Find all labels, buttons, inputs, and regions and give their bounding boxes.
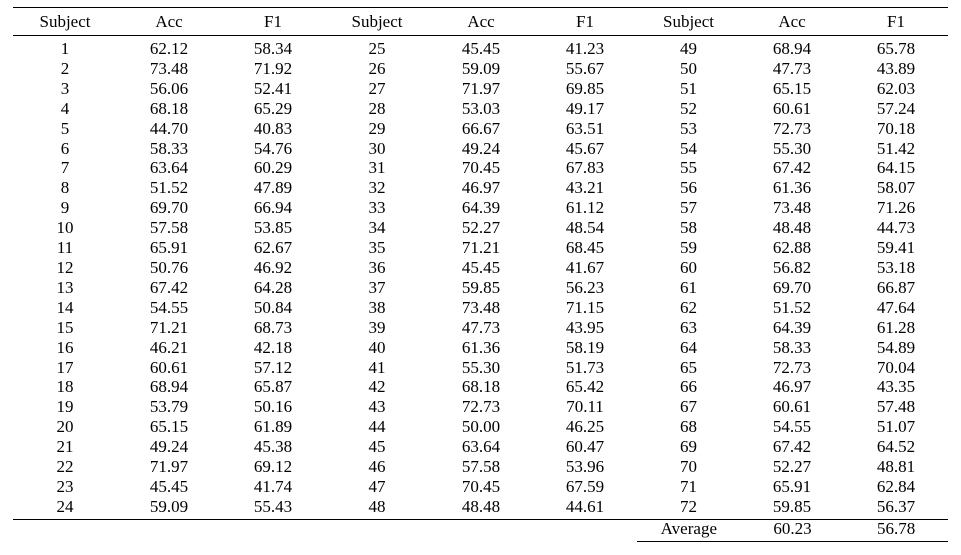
results-table <box>13 7 948 520</box>
table-cell: 61 <box>680 277 697 297</box>
table-cell: 31 <box>368 158 386 178</box>
table-row <box>13 119 948 139</box>
table-cell: 41.74 <box>253 476 293 496</box>
table-cell: 73.48 <box>149 58 189 78</box>
table-cell: 38 <box>368 297 386 317</box>
table-cell: 57.58 <box>461 457 501 477</box>
table-cell: 51.52 <box>772 297 812 317</box>
table-cell: 51 <box>680 78 697 98</box>
column-header: Subject <box>663 12 714 31</box>
table-cell: 66.67 <box>461 118 501 138</box>
table-cell: 1 <box>60 39 70 58</box>
table-cell: 58.34 <box>253 39 293 58</box>
table-row <box>13 497 948 519</box>
table-cell: 72 <box>680 496 697 516</box>
table-cell: 71.97 <box>149 457 189 477</box>
table-cell: 55.67 <box>565 58 605 78</box>
table-cell: 37 <box>368 277 386 297</box>
table-cell: 55.30 <box>772 138 812 158</box>
table-cell: 4 <box>60 98 70 118</box>
table-cell: 47.73 <box>772 58 812 78</box>
table-cell: 48.48 <box>772 218 812 238</box>
table-cell: 2 <box>60 58 70 78</box>
table-cell: 57.58 <box>149 218 189 238</box>
table-cell: 49.17 <box>565 98 605 118</box>
table-cell: 54.55 <box>149 297 189 317</box>
table-cell: 12 <box>56 257 74 277</box>
table-row <box>13 457 948 477</box>
table-row <box>13 36 948 59</box>
column-header: Subject <box>39 12 91 31</box>
table-cell: 15 <box>56 317 74 337</box>
table-cell: 53.03 <box>461 98 501 118</box>
table-cell: 53.85 <box>253 218 293 238</box>
table-cell: 41 <box>368 357 386 377</box>
table-cell: 42 <box>368 377 386 397</box>
column-header: F1 <box>887 12 905 31</box>
table-cell: 27 <box>368 78 386 98</box>
table-cell: 61.89 <box>253 417 293 437</box>
table-row <box>13 358 948 378</box>
table-cell: 60.61 <box>772 98 812 118</box>
table-cell: 66.94 <box>253 198 293 218</box>
table-cell: 19 <box>56 397 74 417</box>
table-cell: 53.18 <box>876 257 916 277</box>
table-cell: 48.48 <box>461 496 501 516</box>
table-cell: 3 <box>60 78 70 98</box>
table-cell: 65.29 <box>253 98 293 118</box>
average-row <box>637 517 948 542</box>
table-cell: 29 <box>368 118 386 138</box>
table-row <box>13 258 948 278</box>
table-row <box>13 298 948 318</box>
table-cell: 55.30 <box>461 357 501 377</box>
table-cell: 25 <box>368 39 386 58</box>
table-cell: 44.70 <box>149 118 189 138</box>
table-cell: 51.73 <box>565 357 605 377</box>
table-cell: 41.67 <box>565 257 605 277</box>
table-row <box>13 79 948 99</box>
table-cell: 71.26 <box>876 198 916 218</box>
table-cell: 30 <box>368 138 386 158</box>
table-cell: 46.25 <box>565 417 605 437</box>
table-cell: 49.24 <box>149 437 189 457</box>
table-cell: 45.67 <box>565 138 605 158</box>
table-cell: 45.45 <box>149 476 189 496</box>
table-cell: 67 <box>680 397 697 417</box>
table-cell: 71.21 <box>461 238 501 258</box>
table-cell: 50 <box>680 58 697 78</box>
table-cell: 59.41 <box>876 238 916 258</box>
table-cell: 36 <box>368 257 386 277</box>
table-cell: 62.88 <box>772 238 812 258</box>
table-cell: 71.21 <box>149 317 189 337</box>
column-header: Acc <box>778 12 806 31</box>
table-cell: 54.76 <box>253 138 293 158</box>
table-cell: 43.21 <box>565 178 605 198</box>
table-cell: 69.70 <box>149 198 189 218</box>
average-acc: 60.23 <box>773 519 812 538</box>
table-cell: 56.06 <box>149 78 189 98</box>
table-row <box>13 59 948 79</box>
average-f1: 56.78 <box>877 519 916 538</box>
table-cell: 70.45 <box>461 476 501 496</box>
table-cell: 47.64 <box>876 297 916 317</box>
table-cell: 44.73 <box>876 218 916 238</box>
table-cell: 56.23 <box>565 277 605 297</box>
table-cell: 53.96 <box>565 457 605 477</box>
table-cell: 72.73 <box>772 118 812 138</box>
table-cell: 41.23 <box>565 39 605 58</box>
table-cell: 48 <box>368 496 386 516</box>
table-cell: 61.36 <box>772 178 812 198</box>
table-cell: 17 <box>56 357 74 377</box>
table-cell: 69.12 <box>253 457 293 477</box>
table-cell: 5 <box>60 118 70 138</box>
table-cell: 71.15 <box>565 297 605 317</box>
table-cell: 48.81 <box>876 457 916 477</box>
table-cell: 59 <box>680 238 697 258</box>
table-cell: 33 <box>368 198 386 218</box>
table-cell: 72.73 <box>461 397 501 417</box>
table-cell: 60 <box>680 257 697 277</box>
average-table <box>637 517 948 542</box>
table-cell: 43.35 <box>876 377 916 397</box>
column-header: Acc <box>467 12 495 31</box>
table-cell: 43.95 <box>565 317 605 337</box>
table-cell: 49 <box>680 39 697 58</box>
table-cell: 67.42 <box>772 437 812 457</box>
table-cell: 51.52 <box>149 178 189 198</box>
table-cell: 63.64 <box>461 437 501 457</box>
table-row <box>13 417 948 437</box>
table-cell: 56.82 <box>772 257 812 277</box>
table-cell: 14 <box>56 297 74 317</box>
table-cell: 54 <box>680 138 697 158</box>
table-row <box>13 178 948 198</box>
table-cell: 60.61 <box>149 357 189 377</box>
table-cell: 65.87 <box>253 377 293 397</box>
table-cell: 55.43 <box>253 496 293 516</box>
table-cell: 64.15 <box>876 158 916 178</box>
table-cell: 68.94 <box>772 39 812 58</box>
table-cell: 67.59 <box>565 476 605 496</box>
table-row <box>13 158 948 178</box>
table-cell: 46.21 <box>149 337 189 357</box>
table-cell: 62.84 <box>876 476 916 496</box>
table-cell: 56.37 <box>876 496 916 516</box>
table-cell: 65.42 <box>565 377 605 397</box>
table-cell: 32 <box>368 178 386 198</box>
table-cell: 6 <box>60 138 70 158</box>
table-cell: 69.85 <box>565 78 605 98</box>
table-cell: 59.09 <box>149 496 189 516</box>
table-cell: 70.11 <box>566 397 604 417</box>
table-cell: 51.07 <box>876 417 916 437</box>
table-cell: 57.12 <box>253 357 293 377</box>
table-row <box>13 238 948 258</box>
table-cell: 21 <box>56 437 74 457</box>
table-row <box>13 477 948 497</box>
table-cell: 50.84 <box>253 297 293 317</box>
table-cell: 72.73 <box>772 357 812 377</box>
table-cell: 56 <box>680 178 697 198</box>
table-cell: 9 <box>60 198 70 218</box>
table-cell: 35 <box>368 238 386 258</box>
table-row <box>13 338 948 358</box>
table-cell: 70.04 <box>876 357 916 377</box>
table-cell: 52.27 <box>772 457 812 477</box>
table-cell: 66.87 <box>876 277 916 297</box>
table-cell: 58.07 <box>876 178 916 198</box>
table-cell: 64.39 <box>772 317 812 337</box>
table-cell: 34 <box>368 218 386 238</box>
table-cell: 39 <box>368 317 386 337</box>
table-cell: 23 <box>56 476 74 496</box>
table-cell: 60.29 <box>253 158 293 178</box>
table-cell: 71 <box>680 476 697 496</box>
table-cell: 53.79 <box>149 397 189 417</box>
table-cell: 18 <box>56 377 74 397</box>
table-cell: 70 <box>680 457 697 477</box>
table-cell: 45.38 <box>253 437 293 457</box>
table-cell: 70.18 <box>876 118 916 138</box>
table-cell: 64.39 <box>461 198 501 218</box>
table-cell: 68.73 <box>253 317 293 337</box>
table-cell: 65.15 <box>149 417 189 437</box>
table-row <box>13 318 948 338</box>
table-cell: 65.91 <box>149 238 189 258</box>
table-cell: 50.16 <box>253 397 293 417</box>
table-cell: 57.24 <box>876 98 916 118</box>
table-cell: 67.83 <box>565 158 605 178</box>
table-cell: 46 <box>368 457 386 477</box>
table-cell: 69 <box>680 437 697 457</box>
table-cell: 7 <box>60 158 70 178</box>
table-cell: 60.61 <box>772 397 812 417</box>
table-cell: 67.42 <box>149 277 189 297</box>
table-cell: 43.89 <box>876 58 916 78</box>
table-cell: 68.18 <box>149 98 189 118</box>
column-header: Acc <box>155 12 183 31</box>
table-cell: 65 <box>680 357 697 377</box>
table-cell: 47.73 <box>461 317 501 337</box>
table-row <box>13 139 948 159</box>
average-label: Average <box>660 519 717 538</box>
table-cell: 45.45 <box>461 257 501 277</box>
table-cell: 46.97 <box>772 377 812 397</box>
table-cell: 42.18 <box>253 337 293 357</box>
table-cell: 59.85 <box>461 277 501 297</box>
table-cell: 68 <box>680 417 697 437</box>
table-row <box>13 218 948 238</box>
table-cell: 55 <box>680 158 697 178</box>
table-row <box>13 377 948 397</box>
table-cell: 65.78 <box>876 39 916 58</box>
table-cell: 50.76 <box>149 257 189 277</box>
table-cell: 73.48 <box>772 198 812 218</box>
results-table-container <box>13 7 948 520</box>
table-cell: 40.83 <box>253 118 293 138</box>
header-row <box>13 8 948 36</box>
table-cell: 49.24 <box>461 138 501 158</box>
table-cell: 45 <box>368 437 386 457</box>
table-cell: 60.47 <box>565 437 605 457</box>
table-cell: 68.45 <box>565 238 605 258</box>
table-cell: 64 <box>680 337 697 357</box>
table-cell: 43 <box>368 397 386 417</box>
table-cell: 71.97 <box>461 78 501 98</box>
table-cell: 61.12 <box>565 198 605 218</box>
table-cell: 40 <box>368 337 386 357</box>
table-cell: 68.18 <box>461 377 501 397</box>
table-cell: 68.94 <box>149 377 189 397</box>
table-cell: 52.27 <box>461 218 501 238</box>
table-header <box>13 8 948 36</box>
table-cell: 8 <box>60 178 70 198</box>
table-cell: 58 <box>680 218 697 238</box>
column-header: F1 <box>576 12 594 31</box>
table-cell: 62.03 <box>876 78 916 98</box>
table-cell: 16 <box>56 337 74 357</box>
table-cell: 63.64 <box>149 158 189 178</box>
table-cell: 51.42 <box>876 138 916 158</box>
table-cell: 71.92 <box>253 58 293 78</box>
table-cell: 59.85 <box>772 496 812 516</box>
table-body <box>13 36 948 520</box>
table-cell: 64.28 <box>253 277 293 297</box>
table-row <box>13 397 948 417</box>
table-cell: 24 <box>56 496 74 516</box>
table-cell: 13 <box>56 277 74 297</box>
table-cell: 52.41 <box>253 78 293 98</box>
table-cell: 44 <box>368 417 386 437</box>
table-row <box>13 99 948 119</box>
table-cell: 67.42 <box>772 158 812 178</box>
table-cell: 44.61 <box>565 496 605 516</box>
table-cell: 69.70 <box>772 277 812 297</box>
table-cell: 54.89 <box>876 337 916 357</box>
table-cell: 66 <box>680 377 697 397</box>
table-cell: 47.89 <box>253 178 293 198</box>
table-cell: 63 <box>680 317 697 337</box>
table-cell: 62 <box>680 297 697 317</box>
table-cell: 62.12 <box>149 39 189 58</box>
column-header: Subject <box>351 12 403 31</box>
table-cell: 59.09 <box>461 58 501 78</box>
table-row <box>13 437 948 457</box>
table-cell: 45.45 <box>461 39 501 58</box>
table-cell: 61.36 <box>461 337 501 357</box>
table-cell: 52 <box>680 98 697 118</box>
table-cell: 65.15 <box>772 78 812 98</box>
table-cell: 57 <box>680 198 697 218</box>
table-cell: 22 <box>56 457 74 477</box>
table-cell: 62.67 <box>253 238 293 258</box>
table-cell: 58.33 <box>149 138 189 158</box>
table-cell: 63.51 <box>565 118 605 138</box>
table-cell: 64.52 <box>876 437 916 457</box>
average-container <box>637 517 948 542</box>
table-cell: 20 <box>56 417 74 437</box>
table-cell: 28 <box>368 98 386 118</box>
table-row <box>13 278 948 298</box>
table-cell: 47 <box>368 476 386 496</box>
table-cell: 48.54 <box>565 218 605 238</box>
table-cell: 53 <box>680 118 697 138</box>
table-cell: 57.48 <box>876 397 916 417</box>
table-cell: 11 <box>56 238 74 258</box>
column-header: F1 <box>264 12 282 31</box>
table-cell: 73.48 <box>461 297 501 317</box>
table-cell: 65.91 <box>772 476 812 496</box>
table-cell: 26 <box>368 58 386 78</box>
table-cell: 46.97 <box>461 178 501 198</box>
table-cell: 58.33 <box>772 337 812 357</box>
table-cell: 58.19 <box>565 337 605 357</box>
table-cell: 46.92 <box>253 257 293 277</box>
table-cell: 54.55 <box>772 417 812 437</box>
table-cell: 10 <box>56 218 74 238</box>
table-cell: 50.00 <box>461 417 501 437</box>
table-cell: 61.28 <box>876 317 916 337</box>
table-row <box>13 198 948 218</box>
table-cell: 70.45 <box>461 158 501 178</box>
